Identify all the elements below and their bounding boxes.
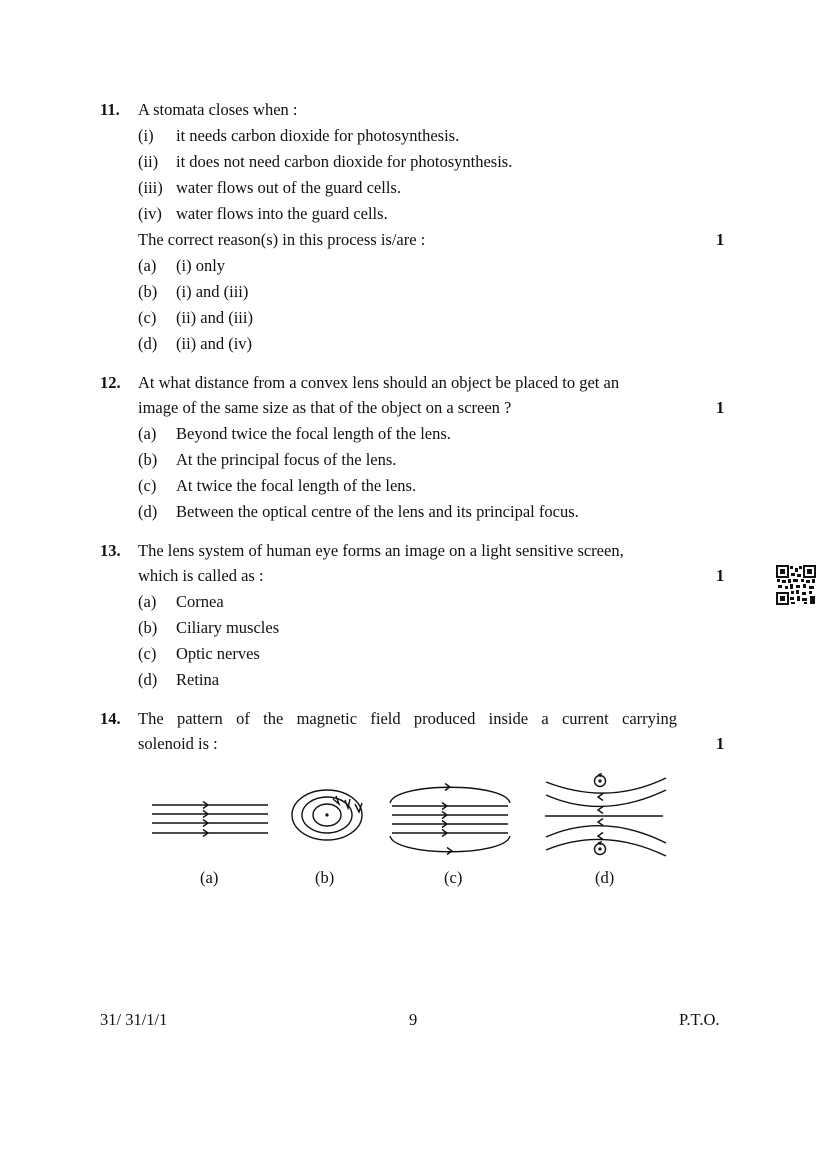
statement-label: (iii)	[138, 178, 163, 197]
question-number: 13.	[100, 541, 121, 560]
statement-text: water flows out of the guard cells.	[176, 178, 401, 197]
marks: 1	[716, 398, 725, 417]
figure-b-concentric-circles-icon	[292, 790, 362, 840]
question-stem: The lens system of human eye forms an image on a light sensitive screen,	[138, 541, 624, 560]
question-stem: The pattern of the magnetic field produced inside a current carrying	[138, 709, 677, 728]
option-text: Beyond twice the focal length of the lens.	[176, 424, 451, 443]
question-number: 11.	[100, 100, 120, 119]
statement-label: (iv)	[138, 204, 162, 223]
figure-a-parallel-lines-icon	[152, 802, 268, 837]
marks: 1	[716, 734, 725, 753]
option-label: (b)	[138, 450, 158, 469]
marks: 1	[716, 566, 725, 585]
option-label: (b)	[138, 618, 158, 637]
question-stem: which is called as :	[138, 566, 264, 585]
option-text: Optic nerves	[176, 644, 260, 663]
option-label: (a)	[138, 256, 157, 275]
option-text: Retina	[176, 670, 220, 689]
option-text: Between the optical centre of the lens and its principal focus.	[176, 502, 579, 521]
option-text: (i) only	[176, 256, 226, 275]
option-text: Cornea	[176, 592, 224, 611]
statement-text: it needs carbon dioxide for photosynthesis.	[176, 126, 460, 145]
option-text: (ii) and (iv)	[176, 334, 253, 353]
statement-text: it does not need carbon dioxide for photosynthesis.	[176, 152, 513, 171]
option-label: (b)	[138, 282, 158, 301]
statement-label: (i)	[138, 126, 154, 145]
question-stem: At what distance from a convex lens should an object be placed to get an	[138, 373, 620, 392]
figure-caption: (c)	[444, 868, 463, 887]
option-label: (d)	[138, 502, 158, 521]
option-text: (i) and (iii)	[176, 282, 249, 301]
figure-d-conductor-field-icon	[545, 774, 666, 856]
option-label: (c)	[138, 476, 157, 495]
question-number: 14.	[100, 709, 121, 728]
option-text: At the principal focus of the lens.	[176, 450, 397, 469]
statement-text: water flows into the guard cells.	[176, 204, 388, 223]
option-label: (d)	[138, 670, 158, 689]
pto-label: P.T.O.	[679, 1010, 720, 1029]
statement-label: (ii)	[138, 152, 159, 171]
option-label: (c)	[138, 644, 157, 663]
option-label: (a)	[138, 424, 157, 443]
figure-caption: (a)	[200, 868, 219, 887]
option-label: (c)	[138, 308, 157, 327]
question-stem: A stomata closes when :	[138, 100, 298, 119]
figure-caption: (b)	[315, 868, 335, 887]
figure-caption: (d)	[595, 868, 615, 887]
question-stem: solenoid is :	[138, 734, 218, 753]
marks: 1	[716, 230, 725, 249]
option-text: Ciliary muscles	[176, 618, 280, 637]
question-number: 12.	[100, 373, 121, 392]
question-stem: image of the same size as that of the object on a screen ?	[138, 398, 512, 417]
figure-c-solenoid-field-icon	[390, 784, 510, 855]
option-text: At twice the focal length of the lens.	[176, 476, 417, 495]
page-number: 9	[409, 1010, 418, 1029]
option-text: (ii) and (iii)	[176, 308, 253, 327]
qr-code-icon	[776, 565, 816, 605]
question-prompt: The correct reason(s) in this process is/are :	[138, 230, 426, 249]
paper-code: 31/ 31/1/1	[100, 1010, 168, 1029]
option-label: (d)	[138, 334, 158, 353]
option-label: (a)	[138, 592, 157, 611]
